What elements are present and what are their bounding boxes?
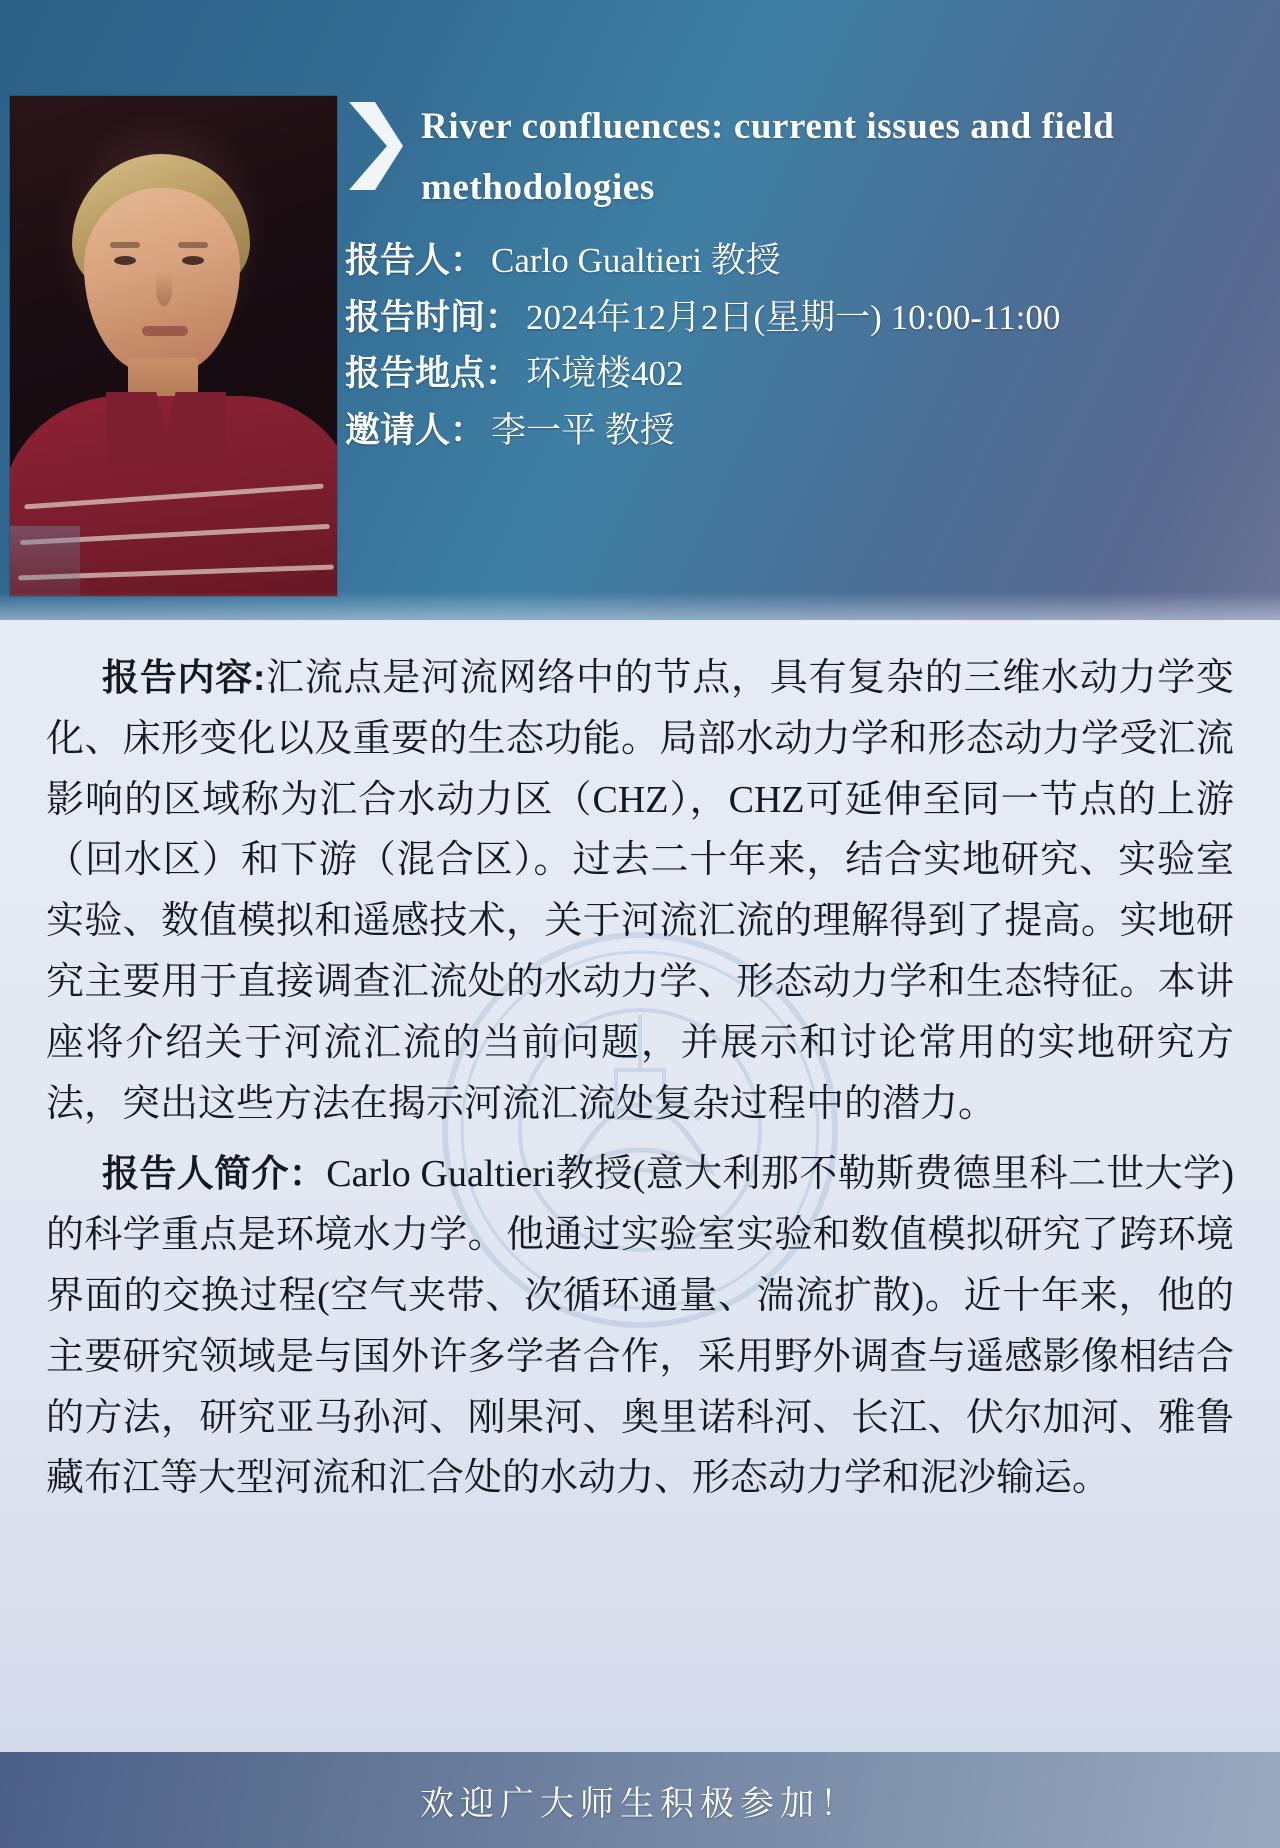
title-row (345, 96, 1260, 219)
meta-host-value: 李一平 教授 (491, 410, 675, 450)
portrait-wall (10, 526, 80, 596)
meta-speaker (345, 233, 1260, 290)
portrait-brow-left (110, 242, 140, 248)
meta-time-label: 报告时间 (345, 297, 486, 337)
portrait-mouth (142, 326, 188, 336)
meta-speaker-value: Carlo Gualtieri 教授 (491, 240, 781, 280)
meta-place-value: 环境楼402 (526, 354, 684, 394)
meta-time-value: 2024年12月2日(星期一) 10:00-11:00 (526, 297, 1061, 337)
avatar (10, 96, 337, 596)
abstract-label: 报告内容: (102, 657, 266, 698)
bio-paragraph (46, 1144, 1234, 1509)
poster-footer (0, 1752, 1280, 1848)
meta-host-sep: ： (450, 410, 486, 450)
page-title: River confluences: current issues and field methodologies (421, 106, 1115, 209)
poster-body (0, 620, 1280, 1509)
bio-text: Carlo Gualtieri教授(意大利那不勒斯费德里科二世大学)的科学重点是环境水力学。他通过实验室实验和数值模拟研究了跨环境界面的交换过程(空气夹带、次循环通量、湍流扩散)。近十年来，他的主要研究领域是与国外许多学者合作，采用野外调查与遥感影像相结合的方法，研究亚马孙河、刚果河、奥里诺科河、长江、伏尔加河、雅鲁藏布江等大型河流和汇合处的水动力、形态动力学和泥沙输运。 (46, 1153, 1235, 1500)
portrait-eye-right (182, 256, 204, 265)
abstract-paragraph (46, 648, 1234, 1134)
meta-place-label: 报告地点 (345, 354, 486, 394)
meta-place (345, 346, 1260, 403)
meta-host-label: 邀请人 (345, 410, 451, 450)
footer-welcome-text: 欢迎广大师生积极参加！ (420, 1785, 860, 1823)
portrait-eye-left (114, 256, 136, 265)
bio-label: 报告人简介： (102, 1153, 327, 1195)
meta-speaker-label: 报告人 (345, 240, 451, 280)
poster-header (0, 0, 1280, 620)
meta-place-sep: ： (485, 354, 521, 394)
header-text-block (345, 96, 1260, 460)
chevron-right-icon (345, 100, 407, 192)
meta-time (345, 290, 1260, 347)
talk-meta (345, 233, 1260, 460)
portrait-brow-right (178, 242, 208, 248)
abstract-text: 汇流点是河流网络中的节点，具有复杂的三维水动力学变化、床形变化以及重要的生态功能。局部水动力学和形态动力学受汇流影响的区域称为汇合水动力区（CHZ），CHZ可延伸至同一节点的上游（回水区）和下游（混合区）。过去二十年来，结合实地研究、实验室实验、数值模拟和遥感技术，关于河流汇流的理解得到了提高。实地研究主要用于直接调查汇流处的水动力学、形态动力学和生态特征。本讲座将介绍关于河流汇流的当前问题，并展示和讨论常用的实地研究方法，突出这些方法在揭示河流汇流处复杂过程中的潜力。 (46, 657, 1234, 1125)
portrait-nose (156, 272, 172, 306)
meta-time-sep: ： (485, 297, 521, 337)
meta-speaker-sep: ： (450, 240, 486, 280)
meta-host (345, 403, 1260, 460)
